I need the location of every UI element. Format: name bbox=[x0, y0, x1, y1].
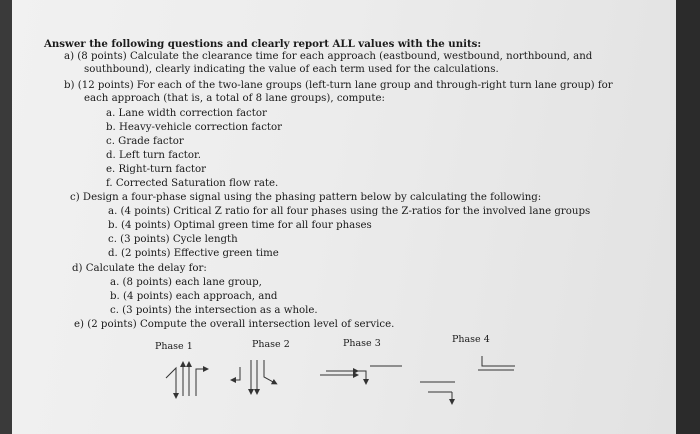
header-line: Answer the following questions and clearly report ALL values with the units: bbox=[44, 38, 482, 50]
phase-2-movement-arrows bbox=[233, 360, 275, 392]
question-e-line1: e) (2 points) Compute the overall intersection level of service. bbox=[74, 319, 395, 330]
question-b-item-e: e. Right-turn factor bbox=[106, 164, 207, 175]
question-c-item-b: b. (4 points) Optimal green time for all four phases bbox=[108, 220, 372, 231]
phase-2-label: Phase 2 bbox=[252, 339, 290, 350]
question-d-item-c: c. (3 points) the intersection as a whole. bbox=[110, 305, 318, 316]
question-c-item-c: c. (3 points) Cycle length bbox=[108, 234, 238, 245]
phase-1-label: Phase 1 bbox=[155, 341, 193, 352]
question-b-item-c: c. Grade factor bbox=[106, 136, 184, 147]
question-b-item-a: a. Lane width correction factor bbox=[106, 108, 267, 119]
phase-3-movement-arrows bbox=[320, 366, 402, 382]
question-d-line1: d) Calculate the delay for: bbox=[72, 263, 207, 274]
question-c-item-a: a. (4 points) Critical Z ratio for all four phases using the Z-ratios for the involved lane groups bbox=[108, 206, 591, 217]
question-b-item-b: b. Heavy-vehicle correction factor bbox=[106, 122, 283, 133]
phase-4-movement-arrows bbox=[420, 356, 515, 402]
question-b-line1: b) (12 points) For each of the two-lane groups (left-turn lane group and through-right turn lane group) for bbox=[64, 80, 613, 91]
question-c-item-d: d. (2 points) Effective green time bbox=[108, 248, 279, 259]
question-a-line1: a) (8 points) Calculate the clearance time for each approach (eastbound, westbound, northbound, and bbox=[64, 51, 593, 62]
question-d-item-b: b. (4 points) each approach, and bbox=[110, 291, 278, 302]
phase-1-movement-arrows bbox=[166, 364, 206, 396]
question-b-item-f: f. Corrected Saturation flow rate. bbox=[106, 178, 279, 189]
question-c-line1: c) Design a four-phase signal using the phasing pattern below by calculating the following: bbox=[70, 192, 542, 203]
question-b-item-d: d. Left turn factor. bbox=[106, 150, 201, 161]
phase-4-label: Phase 4 bbox=[452, 334, 490, 345]
question-b-line2: each approach (that is, a total of 8 lane groups), compute: bbox=[84, 93, 385, 104]
question-d-item-a: a. (8 points) each lane group, bbox=[110, 277, 262, 288]
question-a-line2: southbound), clearly indicating the value of each term used for the calculations. bbox=[84, 64, 499, 75]
phase-3-label: Phase 3 bbox=[343, 338, 381, 349]
